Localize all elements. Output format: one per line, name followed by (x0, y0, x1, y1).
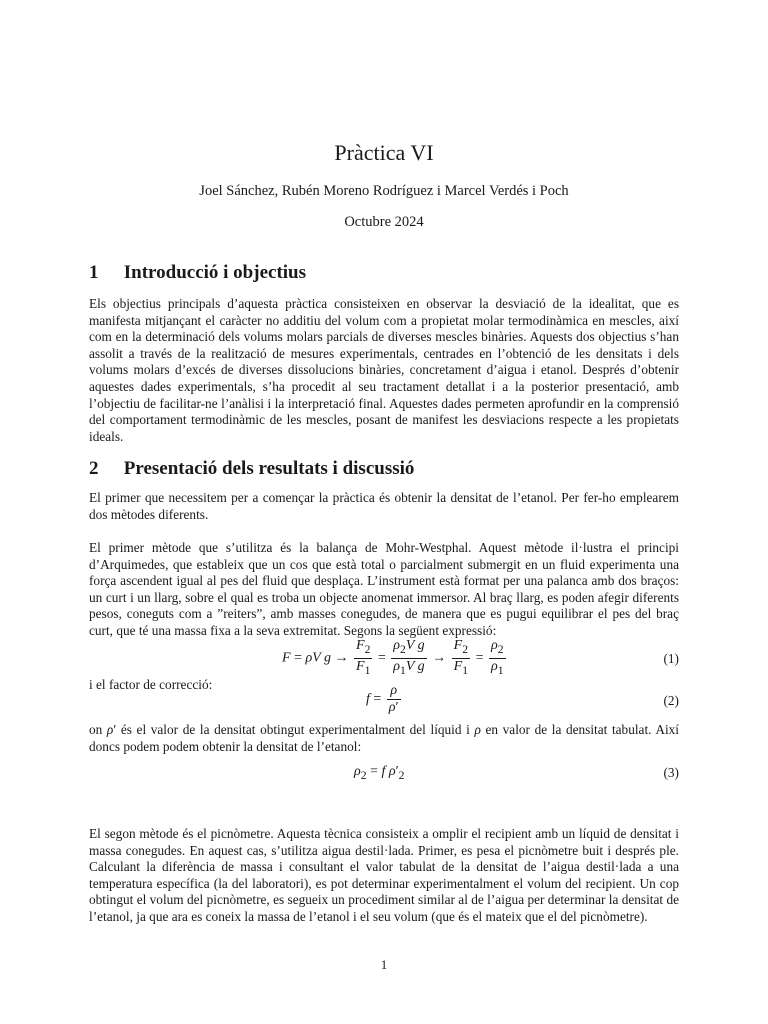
paragraph-1: El primer que necessitem per a començar la pràctica és obtenir la densitat de l’etanol. Per fer-ho emplearem dos mètodes diferents. (89, 490, 679, 522)
equation-1: F = ρV g → $\frac{F_2}{F_1}$ = $\frac{\rho_2V g}{\rho_1V g}$ → $\frac{F_2}{F_1}$ = $\frac{\rho_2}{\rho_1}$ (282, 638, 504, 677)
section-heading-2 (89, 458, 414, 480)
equation-2: f = $\frac{\rho}{\rho'}$ (366, 683, 399, 715)
authors: Joel Sánchez, Rubén Moreno Rodríguez i Marcel Verdés i Poch (199, 183, 569, 199)
section-title: Presentació dels resultats i discussió (123, 458, 415, 479)
equation-number: (2) (663, 693, 679, 708)
paragraph-2: El primer mètode que s’utilitza és la balança de Mohr-Westphal. Aquest mètode il·lustra el principi d’Arquimedes, que estableix que un cos que està total o parcialment submergit en un fluid experimenta una força ascendent igual al pes del fluid que desplaça. L’instrument està format per una palanca amb dos braços: un curt i un llarg, sobre el qual es troba un objecte anomenat immersor. Al braç llarg, es poden afegir diferents pesos, coneguts com a ”reiters”, amb masses conegudes, de manera que es pugui equilibrar el pes del braç curt, que té una massa fixa a la seva extremitat. Segons la següent expressió: (89, 540, 679, 638)
paragraph-4: on ρ′ és el valor de la densitat obtingut experimentalment del líquid i ρ en valor de la densitat tabulat. Així doncs podem podem obtenir la densitat de l’etanol: (89, 722, 679, 754)
equation-number: (1) (663, 651, 679, 666)
paragraph-5: El segon mètode és el picnòmetre. Aquesta tècnica consisteix a omplir el recipient amb un líquid de densitat i massa conegudes. En aquest cas, s’utilitza aigua destil·lada. Primer, es pesa el picnòmetre buit i després ple. Calculant la diferència de massa i consultant el valor tabulat de la densitat de l’aigua destil·lada a una temperatura específica (la del laboratori), es pot determinar experimentalment el volum del recipient. Un cop obtingut el volum del picnòmetre, es segueix un procediment similar al de l’aigua per determinar la densitat de l’etanol, ja que ara es coneix la massa de l’etanol i el seu volum (que és el mateix que el del picnòmetre). (89, 826, 679, 924)
intro-paragraph: Els objectius principals d’aquesta pràctica consisteixen en observar la desviació de la idealitat, que es manifesta mitjançant el caràcter no additiu del volum com a propietat molar termodinàmica en mescles, així com en la determinació dels volums molars parcials de diverses mescles binàries. Aquests dos objectius s’han assolit a través de la realització de mesures experimentals, centrades en l’obtenció de les densitats i dels volums molars d’excés de diverses dissolucions binàries, concretament d’aigua i etanol. Després d’obtenir aquestes dades experimentals, s’ha procedit al seu tractament detallat i a la posterior presentació, amb l’objectiu de facilitar-ne l’anàlisi i la interpretació final. Aquestes dades permeten aprofundir en la comprensió del comportament termodinàmic de les mescles, posant de manifest les desviacions respecte a les propietats ideals. (89, 296, 679, 444)
section-title: Introducció i objectius (123, 262, 307, 283)
section-heading-1 (89, 262, 306, 284)
date: Octubre 2024 (344, 214, 424, 230)
paragraph-3: i el factor de correcció: (89, 677, 213, 692)
equation-3: $\rho_2 = f$ $\rho'_2$ (354, 764, 405, 782)
equation-number: (3) (663, 765, 679, 780)
section-number: 1 (89, 262, 99, 283)
page-title: Pràctica VI (334, 140, 434, 165)
page-number: 1 (380, 957, 388, 972)
section-number: 2 (89, 458, 99, 479)
